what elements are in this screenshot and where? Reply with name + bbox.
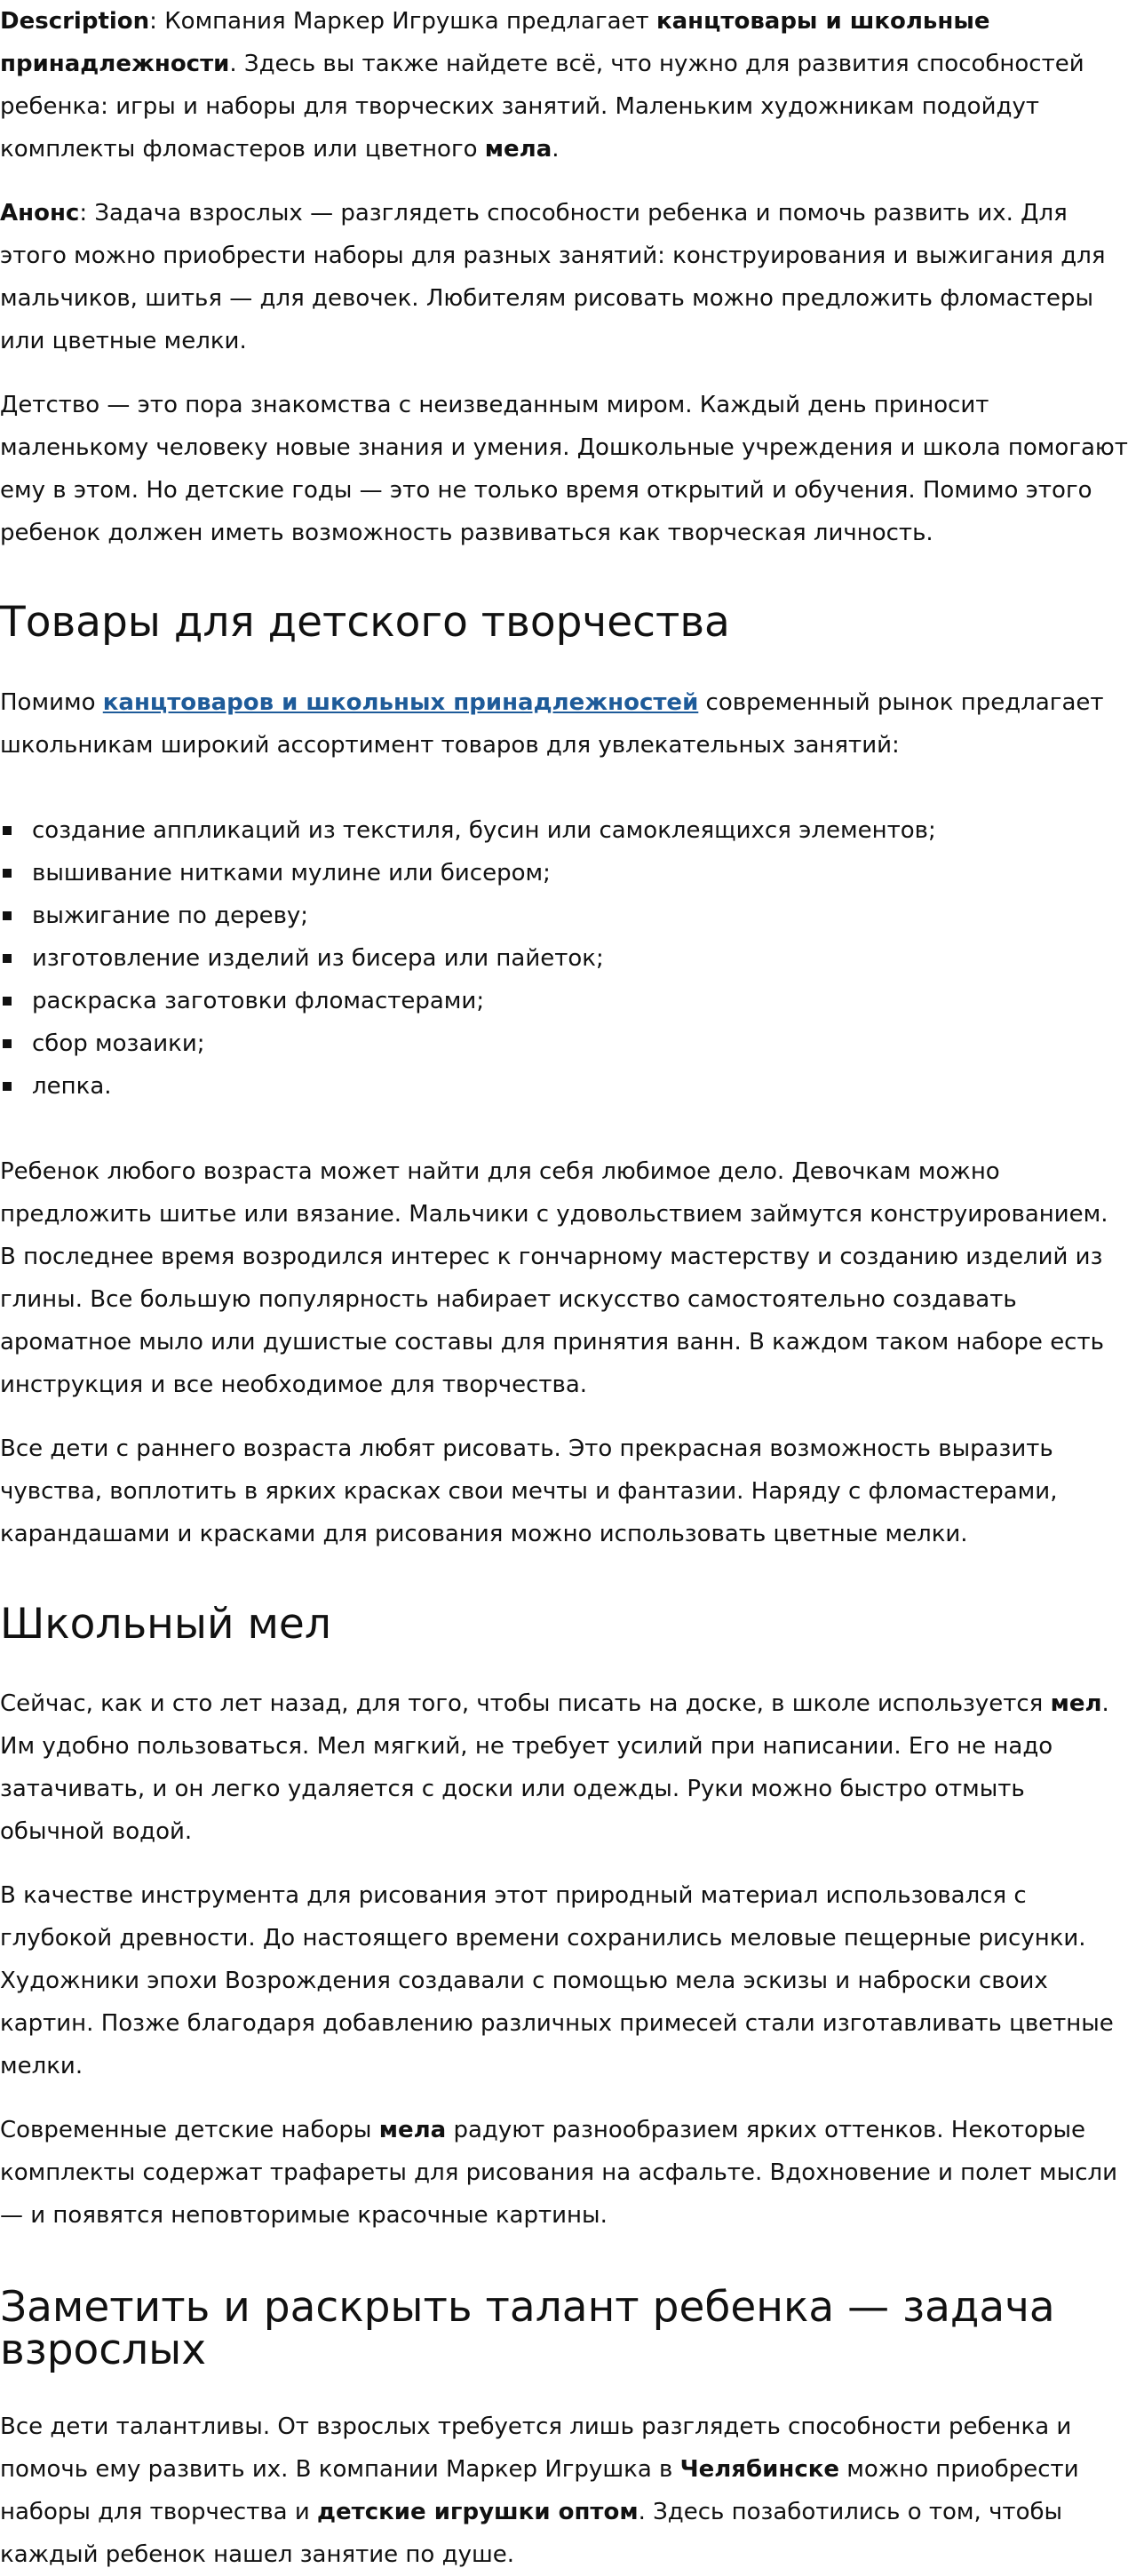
bullet-square-icon: [3, 954, 12, 963]
chalk-paragraph-3: [0, 2109, 1128, 2237]
list-item: [0, 1065, 1128, 1108]
talent-paragraph: [0, 2405, 1128, 2576]
description-text-2: . Здесь вы также найдете всё, что нужно для развития способностей ребенка: игры и наборы для творческих занятий. Маленьким художникам подойдут комплекты фломастеров или цветного: [0, 51, 1084, 163]
talent-text-2: можно приобрести наборы для творчества и: [0, 2456, 1079, 2525]
talent-bold-city: Челябинске: [679, 2456, 840, 2483]
list-item-text: лепка.: [32, 1073, 112, 1100]
intro-paragraph: Детство — это пора знакомства с неизведанным миром. Каждый день приносит маленькому человеку новые знания и умения. Дошкольные учреждения и школа помогают ему в этом. Но детские годы — это не только время открытий и обучения. Помимо этого ребенок должен иметь возможность развиваться как творческая личность.: [0, 392, 1128, 546]
creative-goods-paragraph-1: [0, 681, 1128, 767]
talent-text-3: . Здесь позаботились о том, чтобы каждый ребенок нашел занятие по душе.: [0, 2499, 1063, 2568]
bullet-square-icon: [3, 911, 12, 920]
list-item-text: сбор мозаики;: [32, 1030, 205, 1057]
bullet-square-icon: [3, 1082, 12, 1091]
list-item: [0, 809, 1128, 852]
bullet-square-icon: [3, 826, 12, 835]
bullet-square-icon: [3, 997, 12, 1006]
list-item: [0, 980, 1128, 1022]
list-item: [0, 937, 1128, 980]
section-heading-school-chalk: Школьный мел: [0, 1600, 331, 1649]
creative-goods-text-before: Помимо: [0, 689, 103, 716]
list-item-text: вышивание нитками мулине или бисером;: [32, 860, 551, 886]
list-item-text: изготовление изделий из бисера или пайеток;: [32, 945, 604, 972]
chalk-paragraph-2: В качестве инструмента для рисования этот природный материал использовался с глубокой древности. До настоящего времени сохранились меловые пещерные рисунки. Художники эпохи Возрождения создавали с помощью мела эскизы и наброски своих картин. Позже благодаря добавлению различных примесей стали изготавливать цветные мелки.: [0, 1882, 1114, 2079]
activities-list: [0, 788, 1128, 1129]
bullet-square-icon: [3, 869, 12, 878]
announce-text: : Задача взрослых — разглядеть способности ребенка и помочь развить их. Для этого можно приобрести наборы для разных занятий: конструирования и выжигания для мальчиков, шитья — для девочек. Любителям рисовать можно предложить фломастеры или цветные мелки.: [0, 200, 1106, 354]
list-item: [0, 1022, 1128, 1065]
list-item: [0, 894, 1128, 937]
list-item-text: выжигание по дереву;: [32, 902, 309, 929]
talent-text-1: Все дети талантливы. От взрослых требуется лишь разглядеть способности ребенка и помочь ему развить их. В компании Маркер Игрушка в: [0, 2413, 1072, 2483]
announce-label: Анонс: [0, 200, 80, 227]
description-paragraph: [0, 0, 1128, 171]
chalk-text-before: Сейчас, как и сто лет назад, для того, чтобы писать на доске, в школе используется: [0, 1690, 1051, 1717]
creative-goods-paragraph-2: Ребенок любого возраста может найти для себя любимое дело. Девочкам можно предложить шитье или вязание. Мальчики с удовольствием займутся конструированием. В последнее время возродился интерес к гончарному мастерству и созданию изделий из глины. Все большую популярность набирает искусство самостоятельно создавать ароматное мыло или душистые составы для принятия ванн. В каждом таком наборе есть инструкция и все необходимое для творчества.: [0, 1158, 1108, 1398]
chalk-sets-text-before: Современные детские наборы: [0, 2117, 379, 2143]
creative-goods-paragraph-3: Все дети с раннего возраста любят рисовать. Это прекрасная возможность выразить чувства, воплотить в ярких красках свои мечты и фантазии. Наряду с фломастерами, карандашами и красками для рисования можно использовать цветные мелки.: [0, 1435, 1058, 1547]
chalk-bold: мел: [1050, 1690, 1102, 1717]
chalk-sets-bold: мела: [378, 2117, 447, 2143]
description-text-3: .: [552, 136, 560, 163]
stationery-link[interactable]: канцтоваров и школьных принадлежностей: [102, 689, 699, 716]
bullet-square-icon: [3, 1039, 12, 1048]
section-heading-creative-goods: Товары для детского творчества: [0, 598, 730, 647]
chalk-text-after: . Им удобно пользоваться. Мел мягкий, не требует усилий при написании. Его не надо затачивать, и он легко удаляется с доски или одежды. Руки можно быстро отмыть обычной водой.: [0, 1690, 1109, 1845]
section-heading-talent: Заметить и раскрыть талант ребенка — задача взрослых: [0, 2283, 1055, 2374]
description-text-1: : Компания Маркер Игрушка предлагает: [149, 8, 656, 35]
chalk-sets-text-after: радуют разнообразием ярких оттенков. Некоторые комплекты содержат трафареты для рисования на асфальте. Вдохновение и полет мысли — и появятся неповторимые красочные картины.: [0, 2117, 1118, 2229]
description-bold-2: мела: [484, 136, 552, 163]
talent-bold-wholesale: детские игрушки оптом: [317, 2499, 639, 2525]
list-item-text: раскраска заготовки фломастерами;: [32, 988, 485, 1014]
list-item-text: создание аппликаций из текстиля, бусин или самоклеящихся элементов;: [32, 817, 936, 844]
description-bold-1: канцтовары и школьные принадлежности: [0, 8, 990, 77]
chalk-paragraph-1: [0, 1682, 1128, 1853]
description-label: Description: [0, 8, 150, 35]
announce-paragraph: [0, 192, 1128, 362]
creative-goods-text-after: современный рынок предлагает школьникам широкий ассортимент товаров для увлекательных занятий:: [0, 689, 1104, 759]
list-item: [0, 852, 1128, 894]
